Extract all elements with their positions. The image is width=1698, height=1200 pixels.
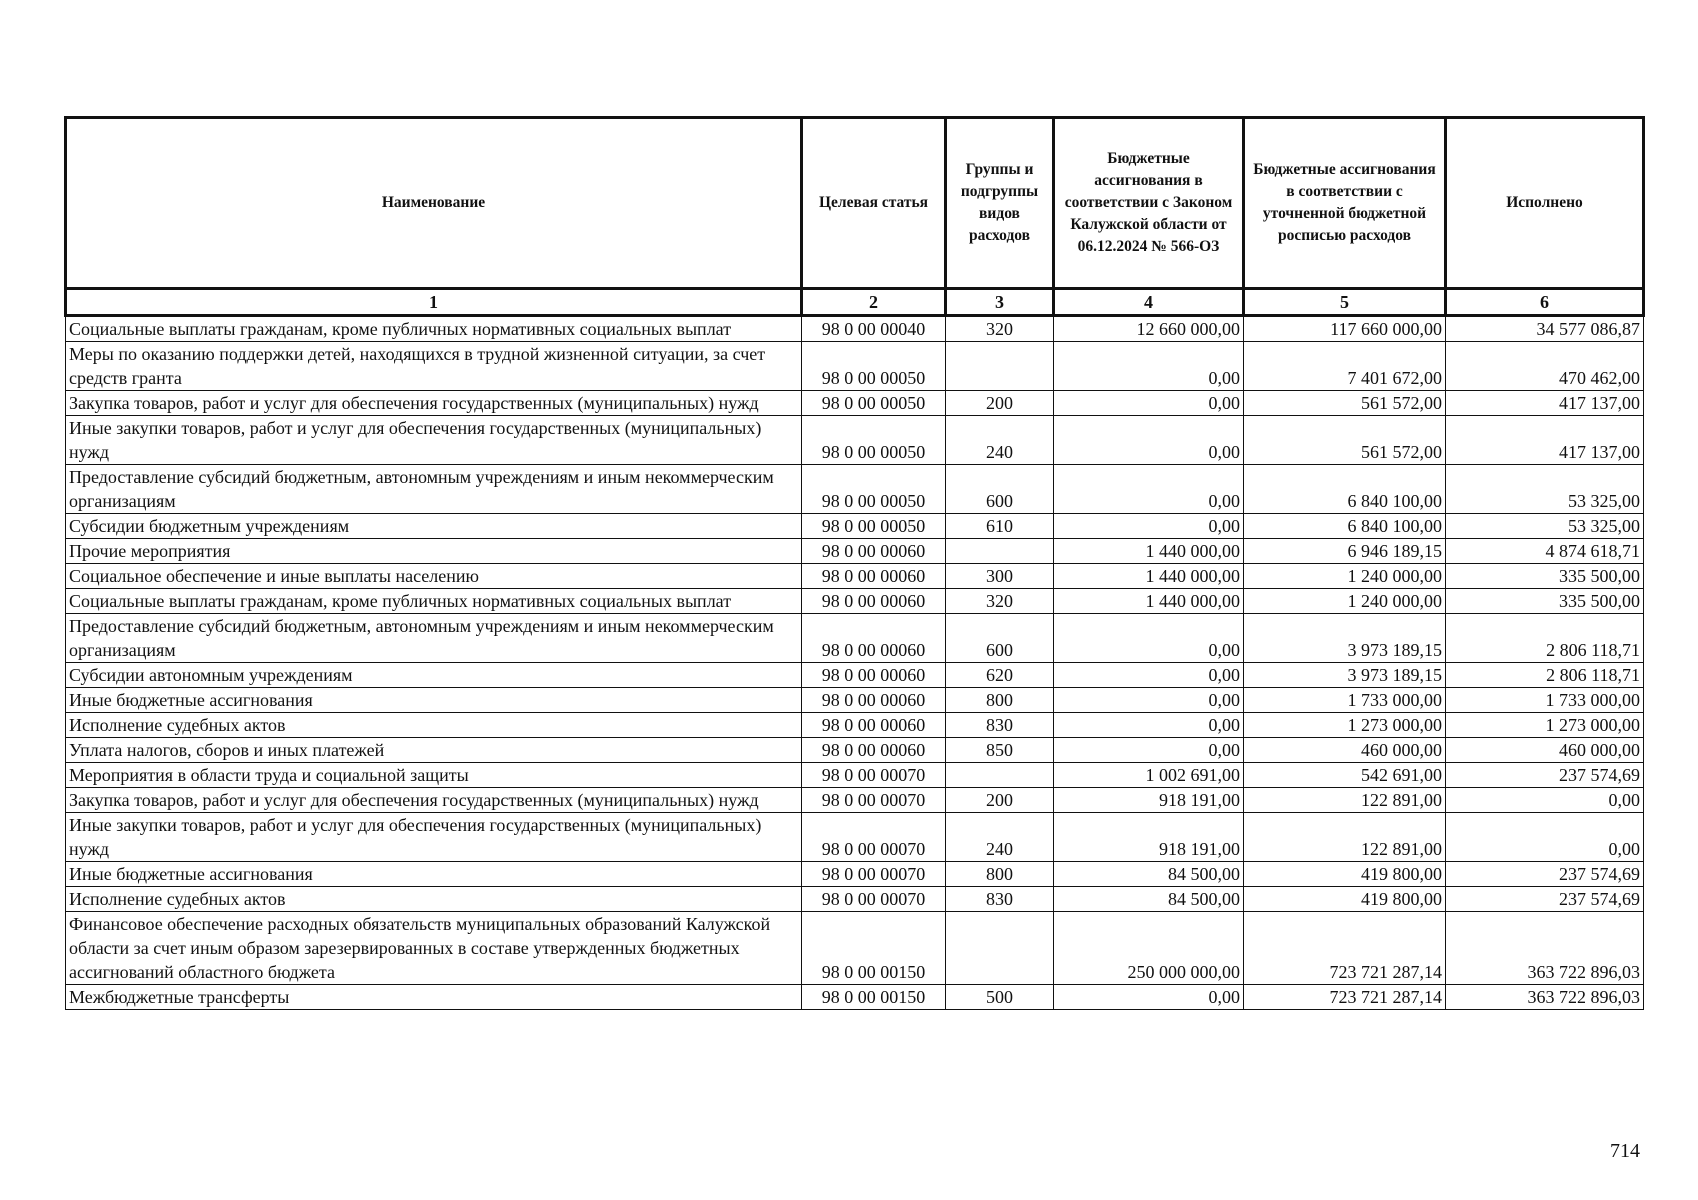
cell-refined-amount: 561 572,00 xyxy=(1244,416,1446,465)
cell-law-amount: 0,00 xyxy=(1054,738,1244,763)
cell-refined-amount: 6 946 189,15 xyxy=(1244,539,1446,564)
cell-expense-group xyxy=(946,763,1054,788)
table-row xyxy=(66,688,1644,713)
cell-target-article: 98 0 00 00060 xyxy=(802,738,946,763)
cell-executed-amount: 4 874 618,71 xyxy=(1446,539,1644,564)
cell-law-amount: 0,00 xyxy=(1054,688,1244,713)
column-number: 6 xyxy=(1446,289,1644,316)
cell-refined-amount: 419 800,00 xyxy=(1244,862,1446,887)
header-refined-allocations: Бюджетные ассигнования в соответствии с уточненной бюджетной росписью расходов xyxy=(1244,118,1446,289)
cell-target-article: 98 0 00 00060 xyxy=(802,663,946,688)
column-number: 1 xyxy=(66,289,802,316)
cell-target-article: 98 0 00 00060 xyxy=(802,539,946,564)
cell-expense-group: 800 xyxy=(946,688,1054,713)
cell-refined-amount: 460 000,00 xyxy=(1244,738,1446,763)
cell-executed-amount: 417 137,00 xyxy=(1446,416,1644,465)
cell-name: Меры по оказанию поддержки детей, находящихся в трудной жизненной ситуации, за счет средств гранта xyxy=(66,342,802,391)
table-row xyxy=(66,663,1644,688)
cell-law-amount: 918 191,00 xyxy=(1054,788,1244,813)
cell-law-amount: 0,00 xyxy=(1054,663,1244,688)
table-header xyxy=(66,118,1644,316)
cell-law-amount: 0,00 xyxy=(1054,514,1244,539)
cell-target-article: 98 0 00 00060 xyxy=(802,614,946,663)
cell-target-article: 98 0 00 00070 xyxy=(802,887,946,912)
cell-expense-group: 300 xyxy=(946,564,1054,589)
cell-name: Социальное обеспечение и иные выплаты населению xyxy=(66,564,802,589)
cell-expense-group: 200 xyxy=(946,788,1054,813)
cell-expense-group: 830 xyxy=(946,713,1054,738)
column-number: 4 xyxy=(1054,289,1244,316)
table-row xyxy=(66,465,1644,514)
cell-expense-group: 800 xyxy=(946,862,1054,887)
cell-executed-amount: 2 806 118,71 xyxy=(1446,663,1644,688)
cell-name: Мероприятия в области труда и социальной защиты xyxy=(66,763,802,788)
cell-refined-amount: 723 721 287,14 xyxy=(1244,912,1446,985)
cell-executed-amount: 1 273 000,00 xyxy=(1446,713,1644,738)
cell-refined-amount: 1 733 000,00 xyxy=(1244,688,1446,713)
cell-expense-group: 200 xyxy=(946,391,1054,416)
table-row xyxy=(66,416,1644,465)
cell-law-amount: 84 500,00 xyxy=(1054,887,1244,912)
cell-name: Субсидии бюджетным учреждениям xyxy=(66,514,802,539)
cell-refined-amount: 7 401 672,00 xyxy=(1244,342,1446,391)
cell-executed-amount: 1 733 000,00 xyxy=(1446,688,1644,713)
cell-executed-amount: 470 462,00 xyxy=(1446,342,1644,391)
cell-name: Межбюджетные трансферты xyxy=(66,985,802,1010)
table-row xyxy=(66,514,1644,539)
header-row xyxy=(66,118,1644,289)
header-target-article: Целевая статья xyxy=(802,118,946,289)
header-name: Наименование xyxy=(66,118,802,289)
table-row xyxy=(66,763,1644,788)
table-body xyxy=(66,316,1644,1010)
cell-name: Финансовое обеспечение расходных обязательств муниципальных образований Калужской области за счет иным образом зарезервированных в составе утвержденных бюджетных ассигнований областного бюджета xyxy=(66,912,802,985)
cell-executed-amount: 363 722 896,03 xyxy=(1446,985,1644,1010)
cell-law-amount: 1 440 000,00 xyxy=(1054,589,1244,614)
cell-name: Иные закупки товаров, работ и услуг для обеспечения государственных (муниципальных) нужд xyxy=(66,813,802,862)
page-number: 714 xyxy=(1610,1140,1640,1162)
cell-target-article: 98 0 00 00060 xyxy=(802,589,946,614)
cell-law-amount: 0,00 xyxy=(1054,985,1244,1010)
cell-target-article: 98 0 00 00060 xyxy=(802,564,946,589)
cell-law-amount: 0,00 xyxy=(1054,614,1244,663)
cell-law-amount: 12 660 000,00 xyxy=(1054,316,1244,342)
cell-expense-group xyxy=(946,342,1054,391)
cell-target-article: 98 0 00 00050 xyxy=(802,514,946,539)
cell-law-amount: 1 440 000,00 xyxy=(1054,539,1244,564)
cell-law-amount: 1 002 691,00 xyxy=(1054,763,1244,788)
cell-expense-group xyxy=(946,912,1054,985)
cell-target-article: 98 0 00 00070 xyxy=(802,763,946,788)
cell-executed-amount: 53 325,00 xyxy=(1446,514,1644,539)
cell-law-amount: 250 000 000,00 xyxy=(1054,912,1244,985)
cell-name: Закупка товаров, работ и услуг для обеспечения государственных (муниципальных) нужд xyxy=(66,788,802,813)
cell-name: Прочие мероприятия xyxy=(66,539,802,564)
cell-executed-amount: 237 574,69 xyxy=(1446,887,1644,912)
cell-executed-amount: 335 500,00 xyxy=(1446,589,1644,614)
cell-executed-amount: 0,00 xyxy=(1446,788,1644,813)
table-row xyxy=(66,342,1644,391)
header-executed: Исполнено xyxy=(1446,118,1644,289)
cell-expense-group: 320 xyxy=(946,316,1054,342)
cell-executed-amount: 335 500,00 xyxy=(1446,564,1644,589)
cell-target-article: 98 0 00 00070 xyxy=(802,813,946,862)
cell-target-article: 98 0 00 00050 xyxy=(802,465,946,514)
table-row xyxy=(66,813,1644,862)
cell-executed-amount: 363 722 896,03 xyxy=(1446,912,1644,985)
table-row xyxy=(66,912,1644,985)
table-row xyxy=(66,985,1644,1010)
header-law-allocations: Бюджетные ассигнования в соответствии с Законом Калужской области от 06.12.2024 № 566-ОЗ xyxy=(1054,118,1244,289)
cell-law-amount: 84 500,00 xyxy=(1054,862,1244,887)
budget-execution-table xyxy=(64,116,1645,1010)
column-number: 5 xyxy=(1244,289,1446,316)
cell-refined-amount: 542 691,00 xyxy=(1244,763,1446,788)
table-row xyxy=(66,614,1644,663)
table-row xyxy=(66,316,1644,342)
column-number: 2 xyxy=(802,289,946,316)
cell-law-amount: 0,00 xyxy=(1054,342,1244,391)
cell-name: Предоставление субсидий бюджетным, автономным учреждениям и иным некоммерческим организациям xyxy=(66,614,802,663)
table-row xyxy=(66,713,1644,738)
cell-name: Субсидии автономным учреждениям xyxy=(66,663,802,688)
cell-name: Исполнение судебных актов xyxy=(66,713,802,738)
cell-law-amount: 0,00 xyxy=(1054,391,1244,416)
cell-expense-group xyxy=(946,539,1054,564)
cell-expense-group: 600 xyxy=(946,465,1054,514)
cell-law-amount: 918 191,00 xyxy=(1054,813,1244,862)
table-row xyxy=(66,887,1644,912)
cell-name: Иные бюджетные ассигнования xyxy=(66,862,802,887)
cell-refined-amount: 3 973 189,15 xyxy=(1244,614,1446,663)
cell-name: Иные бюджетные ассигнования xyxy=(66,688,802,713)
cell-target-article: 98 0 00 00040 xyxy=(802,316,946,342)
table-row xyxy=(66,564,1644,589)
cell-target-article: 98 0 00 00050 xyxy=(802,342,946,391)
cell-executed-amount: 460 000,00 xyxy=(1446,738,1644,763)
cell-executed-amount: 0,00 xyxy=(1446,813,1644,862)
column-number: 3 xyxy=(946,289,1054,316)
cell-expense-group: 600 xyxy=(946,614,1054,663)
cell-executed-amount: 53 325,00 xyxy=(1446,465,1644,514)
cell-executed-amount: 237 574,69 xyxy=(1446,763,1644,788)
cell-refined-amount: 1 240 000,00 xyxy=(1244,564,1446,589)
cell-name: Закупка товаров, работ и услуг для обеспечения государственных (муниципальных) нужд xyxy=(66,391,802,416)
cell-target-article: 98 0 00 00150 xyxy=(802,985,946,1010)
cell-name: Исполнение судебных актов xyxy=(66,887,802,912)
cell-refined-amount: 419 800,00 xyxy=(1244,887,1446,912)
cell-executed-amount: 237 574,69 xyxy=(1446,862,1644,887)
cell-target-article: 98 0 00 00060 xyxy=(802,713,946,738)
cell-refined-amount: 723 721 287,14 xyxy=(1244,985,1446,1010)
cell-law-amount: 0,00 xyxy=(1054,713,1244,738)
cell-expense-group: 830 xyxy=(946,887,1054,912)
table-row xyxy=(66,391,1644,416)
table-row xyxy=(66,788,1644,813)
cell-name: Социальные выплаты гражданам, кроме публичных нормативных социальных выплат xyxy=(66,316,802,342)
cell-name: Уплата налогов, сборов и иных платежей xyxy=(66,738,802,763)
cell-refined-amount: 1 240 000,00 xyxy=(1244,589,1446,614)
cell-name: Предоставление субсидий бюджетным, автономным учреждениям и иным некоммерческим организациям xyxy=(66,465,802,514)
cell-executed-amount: 417 137,00 xyxy=(1446,391,1644,416)
table-row xyxy=(66,738,1644,763)
cell-refined-amount: 561 572,00 xyxy=(1244,391,1446,416)
cell-refined-amount: 122 891,00 xyxy=(1244,788,1446,813)
cell-target-article: 98 0 00 00070 xyxy=(802,788,946,813)
cell-target-article: 98 0 00 00150 xyxy=(802,912,946,985)
cell-refined-amount: 1 273 000,00 xyxy=(1244,713,1446,738)
cell-name: Иные закупки товаров, работ и услуг для обеспечения государственных (муниципальных) нужд xyxy=(66,416,802,465)
cell-target-article: 98 0 00 00060 xyxy=(802,688,946,713)
cell-expense-group: 240 xyxy=(946,813,1054,862)
header-expense-groups: Группы и подгруппы видов расходов xyxy=(946,118,1054,289)
cell-refined-amount: 122 891,00 xyxy=(1244,813,1446,862)
cell-expense-group: 610 xyxy=(946,514,1054,539)
table-row xyxy=(66,862,1644,887)
column-number-row xyxy=(66,289,1644,316)
cell-name: Социальные выплаты гражданам, кроме публичных нормативных социальных выплат xyxy=(66,589,802,614)
cell-expense-group: 500 xyxy=(946,985,1054,1010)
table-row xyxy=(66,589,1644,614)
cell-law-amount: 0,00 xyxy=(1054,416,1244,465)
cell-executed-amount: 34 577 086,87 xyxy=(1446,316,1644,342)
cell-expense-group: 320 xyxy=(946,589,1054,614)
cell-refined-amount: 3 973 189,15 xyxy=(1244,663,1446,688)
cell-refined-amount: 6 840 100,00 xyxy=(1244,514,1446,539)
report-table-wrapper xyxy=(64,116,1642,1010)
cell-law-amount: 0,00 xyxy=(1054,465,1244,514)
cell-refined-amount: 117 660 000,00 xyxy=(1244,316,1446,342)
table-row xyxy=(66,539,1644,564)
cell-law-amount: 1 440 000,00 xyxy=(1054,564,1244,589)
cell-refined-amount: 6 840 100,00 xyxy=(1244,465,1446,514)
cell-expense-group: 620 xyxy=(946,663,1054,688)
cell-expense-group: 850 xyxy=(946,738,1054,763)
cell-target-article: 98 0 00 00050 xyxy=(802,416,946,465)
cell-target-article: 98 0 00 00050 xyxy=(802,391,946,416)
cell-expense-group: 240 xyxy=(946,416,1054,465)
cell-target-article: 98 0 00 00070 xyxy=(802,862,946,887)
cell-executed-amount: 2 806 118,71 xyxy=(1446,614,1644,663)
